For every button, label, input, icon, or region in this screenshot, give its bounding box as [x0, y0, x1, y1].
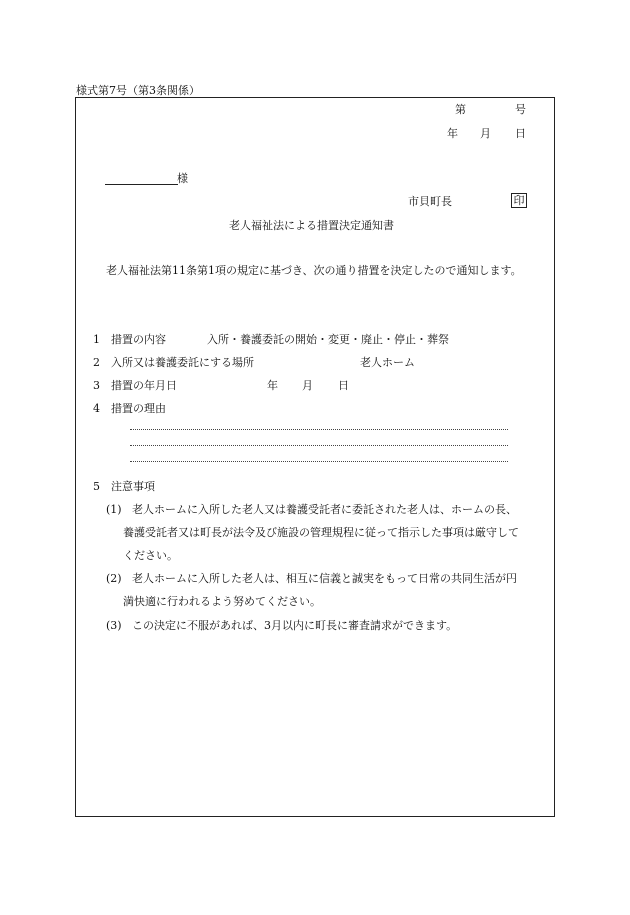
date-day: 日 [515, 127, 526, 140]
note-2-line-2: 満快適に行われるよう努めてください。 [123, 595, 321, 608]
date-year: 年 [447, 127, 458, 140]
reason-line-1[interactable] [130, 429, 508, 430]
item-3-num: 3 [93, 379, 100, 392]
number-go: 号 [515, 103, 526, 116]
sender-name: 市貝町長 [408, 195, 452, 208]
form-frame [75, 97, 555, 817]
date-month: 月 [480, 127, 491, 140]
note-3-num: (3) [106, 619, 122, 632]
item-2-num: 2 [93, 356, 100, 369]
notes-heading: 注意事項 [111, 480, 155, 493]
reason-line-2[interactable] [130, 445, 508, 446]
item-1-value: 入所・養護委託の開始・変更・廃止・停止・葬祭 [207, 333, 449, 346]
note-2-num: (2) [106, 572, 122, 585]
note-1-line-3: ください。 [123, 549, 178, 562]
document-title: 老人福祉法による措置決定通知書 [229, 219, 394, 232]
note-1-line-1: 老人ホームに入所した老人又は養護受託者に委託された老人は、ホームの長、 [132, 503, 517, 516]
notes-heading-num: 5 [93, 480, 100, 493]
item-3-month: 月 [302, 379, 313, 392]
item-2-label: 入所又は養護委託にする場所 [111, 356, 254, 369]
form-label: 様式第7号（第3条関係） [76, 84, 200, 97]
item-1-num: 1 [93, 333, 100, 346]
note-1-line-2: 養護受託者又は町長が法令及び施設の管理規程に従って指示した事項は厳守して [123, 526, 519, 539]
reason-line-3[interactable] [130, 461, 508, 462]
addressee-suffix: 様 [177, 172, 188, 185]
item-1-label: 措置の内容 [111, 333, 166, 346]
item-2-value: 老人ホーム [360, 356, 415, 369]
note-2-line-1: 老人ホームに入所した老人は、相互に信義と誠実をもって日常の共同生活が円 [132, 572, 517, 585]
note-3-line-1: この決定に不服があれば、3月以内に町長に審査請求ができます。 [132, 619, 458, 632]
item-3-label: 措置の年月日 [111, 379, 177, 392]
item-4-num: 4 [93, 402, 100, 415]
intro-text: 老人福祉法第11条第1項の規定に基づき、次の通り措置を決定したので通知します。 [106, 264, 522, 277]
number-dai: 第 [455, 103, 466, 116]
seal-stamp: 印 [511, 193, 527, 208]
addressee-blank-line[interactable] [105, 184, 178, 185]
item-4-label: 措置の理由 [111, 402, 166, 415]
item-3-day: 日 [338, 379, 349, 392]
item-3-year: 年 [267, 379, 278, 392]
note-1-num: (1) [106, 503, 122, 516]
